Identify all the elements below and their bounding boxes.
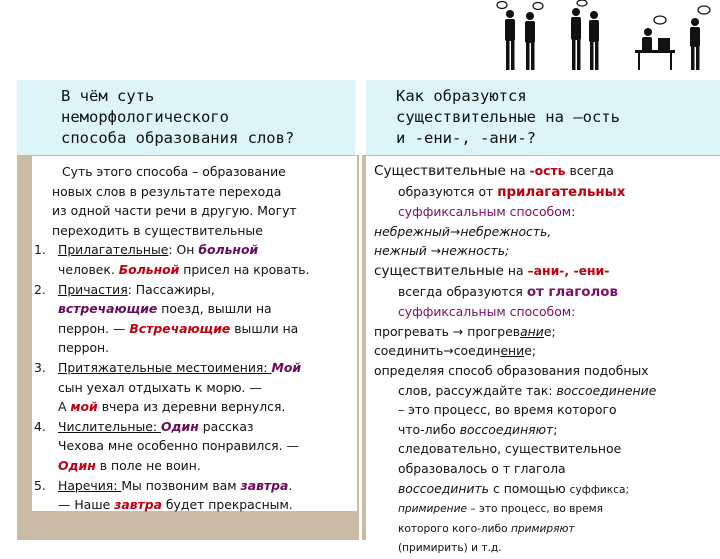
list-item: 5. Наречия: Мы позвоним вам завтра. — Наше завтра будет прекрасным.: [34, 477, 293, 513]
list-heading: Притяжательные местоимения:: [58, 359, 272, 375]
people-silhouettes-illustration: [490, 0, 720, 75]
list-number: 5.: [34, 477, 46, 493]
question-left-line2: неморфологического: [61, 108, 229, 126]
list-heading: Наречия:: [58, 477, 122, 493]
list-item: 2. Причастия: Пассажиры, встречающие поезд, вышли на перрон. — Встречающие вышли на перрон.: [34, 281, 299, 356]
question-right-line1: Как образуются: [396, 87, 527, 105]
question-left-line3: способа образования слов?: [61, 129, 295, 147]
list-item: 3. Притяжательные местоимения: Мой сын уехал отдыхать к морю. — А мой вчера из деревни вернулся.: [34, 359, 302, 415]
question-right-line3: и -ени-, -ани-?: [396, 129, 536, 147]
intro-line: новых слов в результате перехода: [52, 183, 282, 199]
question-left-box: [17, 80, 355, 155]
intro-line: переходить в существительные: [52, 222, 263, 238]
intro-line: Суть этого способа – образование: [62, 164, 286, 179]
list-number: 4.: [34, 418, 46, 434]
list-number: 2.: [34, 281, 46, 297]
list-item: 1. Прилагательные: Он больной человек. Больной присел на кровать.: [34, 242, 310, 277]
question-right-line2: существительные на –ость: [396, 108, 620, 126]
list-heading: Числительные:: [58, 418, 162, 434]
list-heading: Причастия: [58, 281, 128, 297]
question-right-box: [366, 80, 720, 155]
list-number: 1.: [34, 242, 46, 258]
list-item: 4. Числительные: Один рассказ Чехова мне особенно понравился. — Один в поле не воин.: [34, 418, 299, 473]
list-heading: Прилагательные: [58, 242, 169, 258]
intro-line: из одной части речи в другую. Могут: [52, 203, 297, 219]
list-number: 3.: [34, 359, 46, 375]
right-content-card: Существительные на -ость всегда образуются от прилагательных суффиксальным способом: небрежный→небрежность, нежный →нежность; существительные на –ани-, -ени- всегда образуются от глаголов суффиксальным способом: прогревать → прогревание; соединить→соединение; определяя способ образования подобных слов, рассуждайте так: воссоединение – это процесс, во время которого что-либо воссоединяют; следовательно, существительное образовалось о т глагола воссоединить с помощью суффикса; примирение – это процесс, во время которого кого-либо примиряют (примирить) и т.д.: [366, 156, 720, 540]
question-left-line1: В чём суть: [61, 87, 155, 105]
left-content-card: [32, 156, 357, 511]
